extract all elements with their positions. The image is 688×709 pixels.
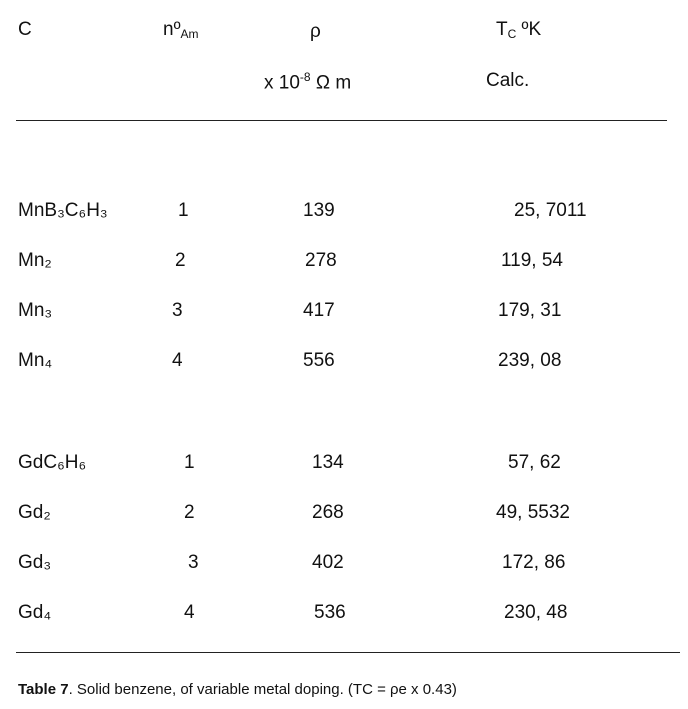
rho-unit-a: x 10 (264, 72, 300, 94)
rho-unit-b: Ω m (310, 72, 352, 94)
cell-compound: Gd₄ (18, 602, 52, 623)
cell-tc: 57, 62 (508, 452, 561, 473)
cell-rho: 278 (305, 250, 337, 271)
header-n-text: nº (163, 19, 181, 40)
cell-compound: Gd₂ (18, 502, 51, 523)
caption-text: . Solid benzene, of variable metal doping. (TC = ρe x 0.43) (68, 681, 457, 698)
header-tc (496, 20, 541, 40)
cell-tc: 230, 48 (504, 602, 568, 623)
header-n (163, 20, 199, 40)
cell-tc: 172, 86 (502, 552, 566, 573)
header-tc-note: Calc. (486, 70, 530, 91)
header-tc-sub: C (507, 27, 517, 41)
cell-rho: 536 (314, 602, 346, 623)
cell-n: 4 (184, 602, 195, 623)
cell-n: 1 (178, 200, 189, 221)
cell-n: 2 (184, 502, 195, 523)
header-rule (16, 120, 667, 121)
cell-compound: Mn₂ (18, 250, 52, 271)
cell-tc: 179, 31 (498, 300, 562, 321)
cell-rho: 139 (303, 200, 335, 221)
cell-compound: Mn₃ (18, 300, 53, 321)
cell-n: 2 (175, 250, 186, 271)
cell-n: 1 (184, 452, 195, 473)
cell-tc: 25, 7011 (514, 200, 587, 221)
cell-compound: Mn₄ (18, 350, 53, 371)
cell-tc: 49, 5532 (496, 502, 570, 523)
header-tc-unit: ºK (516, 19, 542, 40)
cell-compound: Gd₃ (18, 552, 52, 573)
cell-n: 3 (172, 300, 183, 321)
cell-tc: 239, 08 (498, 350, 562, 371)
footer-rule (16, 652, 680, 653)
cell-tc: 119, 54 (501, 250, 563, 271)
rho-unit-exp: -8 (299, 70, 311, 84)
header-compound: C (18, 19, 32, 40)
cell-rho: 402 (312, 552, 344, 573)
header-tc-text: T (496, 19, 508, 40)
cell-rho: 134 (312, 452, 344, 473)
header-rho: ρ (310, 21, 321, 42)
cell-compound: MnB₃C₆H₃ (18, 200, 108, 221)
header-rho-unit (264, 71, 351, 92)
header-n-sub: Am (180, 27, 199, 41)
cell-n: 3 (188, 552, 199, 573)
caption-label: Table 7 (18, 681, 69, 698)
cell-compound: GdC₆H₆ (18, 452, 87, 473)
cell-n: 4 (172, 350, 183, 371)
cell-rho: 268 (312, 502, 344, 523)
cell-rho: 417 (303, 300, 335, 321)
table-caption (18, 682, 457, 697)
cell-rho: 556 (303, 350, 335, 371)
